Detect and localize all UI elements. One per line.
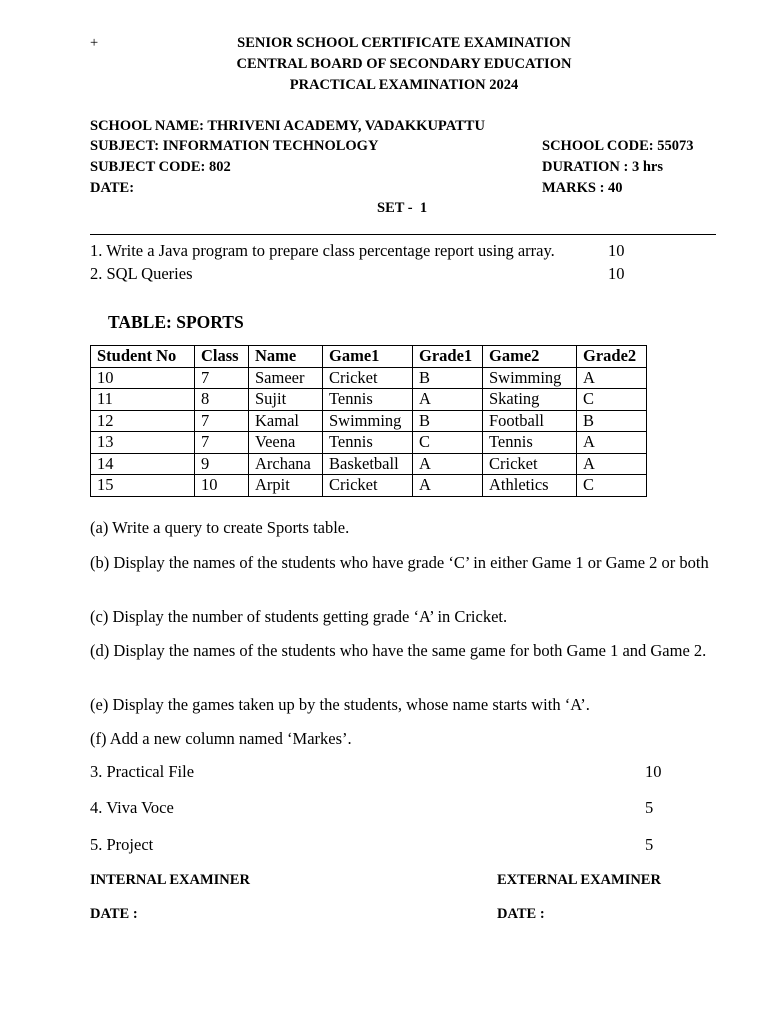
subject-code: SUBJECT CODE: 802 <box>90 159 231 175</box>
table-cell: C <box>413 432 483 454</box>
table-cell: Tennis <box>323 389 413 411</box>
table-cell: B <box>577 410 647 432</box>
sub-question-c: (c) Display the number of students getting grade ‘A’ in Cricket. <box>90 607 508 626</box>
table-header-row <box>91 346 647 368</box>
item-viva-voce: 4. Viva Voce <box>90 798 174 817</box>
item-practical-file: 3. Practical File <box>90 762 195 781</box>
table-row <box>91 453 647 475</box>
table-cell: 7 <box>195 410 249 432</box>
table-header: Student No <box>91 346 195 368</box>
internal-examiner: INTERNAL EXAMINER <box>90 872 250 888</box>
table-cell: A <box>413 453 483 475</box>
table-cell: Swimming <box>483 367 577 389</box>
table-cell: A <box>413 475 483 497</box>
question-1-text: 1. Write a Java program to prepare class percentage report using array. <box>90 241 555 260</box>
table-cell: 12 <box>91 410 195 432</box>
table-cell: A <box>577 453 647 475</box>
table-cell: 15 <box>91 475 195 497</box>
table-cell: 13 <box>91 432 195 454</box>
sub-question-e: (e) Display the games taken up by the students, whose name starts with ‘A’. <box>90 695 590 714</box>
table-cell: A <box>577 367 647 389</box>
table-cell: Sameer <box>249 367 323 389</box>
table-cell: Cricket <box>323 475 413 497</box>
table-cell: B <box>413 410 483 432</box>
table-row <box>91 410 647 432</box>
date-label: DATE: <box>90 180 135 196</box>
sub-question-b: (b) Display the names of the students who have grade ‘C’ in either Game 1 or Game 2 or both <box>90 553 709 572</box>
table-cell: Veena <box>249 432 323 454</box>
subject: SUBJECT: INFORMATION TECHNOLOGY <box>90 138 379 154</box>
date-left: DATE : <box>90 906 138 922</box>
table-cell: Basketball <box>323 453 413 475</box>
table-row <box>91 475 647 497</box>
table-header: Grade2 <box>577 346 647 368</box>
header-line-2: CENTRAL BOARD OF SECONDARY EDUCATION <box>236 56 572 72</box>
table-cell: Football <box>483 410 577 432</box>
table-title: TABLE: SPORTS <box>108 312 244 332</box>
question-2-text: 2. SQL Queries <box>90 264 193 283</box>
table-cell: C <box>577 475 647 497</box>
header-line-1: SENIOR SCHOOL CERTIFICATE EXAMINATION <box>237 35 571 51</box>
table-cell: Tennis <box>323 432 413 454</box>
table-header: Class <box>195 346 249 368</box>
marks-total: MARKS : 40 <box>542 180 623 196</box>
table-cell: Kamal <box>249 410 323 432</box>
item-viva-voce-marks: 5 <box>645 798 654 817</box>
plus-mark: + <box>90 35 99 51</box>
table-row <box>91 432 647 454</box>
item-practical-file-marks: 10 <box>645 762 662 781</box>
table-cell: 11 <box>91 389 195 411</box>
table-cell: C <box>577 389 647 411</box>
table-cell: 7 <box>195 432 249 454</box>
table-cell: Cricket <box>483 453 577 475</box>
table-header: Game1 <box>323 346 413 368</box>
table-cell: 10 <box>91 367 195 389</box>
table-cell: 14 <box>91 453 195 475</box>
table-header: Name <box>249 346 323 368</box>
table-cell: 7 <box>195 367 249 389</box>
table-cell: Cricket <box>323 367 413 389</box>
header-line-3: PRACTICAL EXAMINATION 2024 <box>289 77 519 93</box>
table-cell: Tennis <box>483 432 577 454</box>
sub-question-f: (f) Add a new column named ‘Markes’. <box>90 729 352 748</box>
school-name: SCHOOL NAME: THRIVENI ACADEMY, VADAKKUPATTU <box>90 118 485 134</box>
school-code: SCHOOL CODE: 55073 <box>542 138 694 154</box>
table-cell: Sujit <box>249 389 323 411</box>
question-2-marks: 10 <box>608 264 625 283</box>
table-cell: Arpit <box>249 475 323 497</box>
table-cell: A <box>577 432 647 454</box>
table-cell: 9 <box>195 453 249 475</box>
question-1-marks: 10 <box>608 241 625 260</box>
table-header: Game2 <box>483 346 577 368</box>
table-cell: Archana <box>249 453 323 475</box>
sub-question-d: (d) Display the names of the students who have the same game for both Game 1 and Game 2. <box>90 641 707 660</box>
table-cell: 10 <box>195 475 249 497</box>
table-cell: Swimming <box>323 410 413 432</box>
item-project: 5. Project <box>90 835 154 854</box>
table-cell: B <box>413 367 483 389</box>
table-cell: Athletics <box>483 475 577 497</box>
sub-question-a: (a) Write a query to create Sports table. <box>90 518 350 537</box>
sports-table <box>90 345 647 497</box>
divider-rule <box>90 234 716 235</box>
item-project-marks: 5 <box>645 835 654 854</box>
table-cell: 8 <box>195 389 249 411</box>
table-header: Grade1 <box>413 346 483 368</box>
table-row <box>91 389 647 411</box>
external-examiner: EXTERNAL EXAMINER <box>497 872 661 888</box>
set-number: SET - 1 <box>377 200 428 216</box>
table-row <box>91 367 647 389</box>
table-cell: Skating <box>483 389 577 411</box>
duration: DURATION : 3 hrs <box>542 159 663 175</box>
date-right: DATE : <box>497 906 545 922</box>
table-cell: A <box>413 389 483 411</box>
